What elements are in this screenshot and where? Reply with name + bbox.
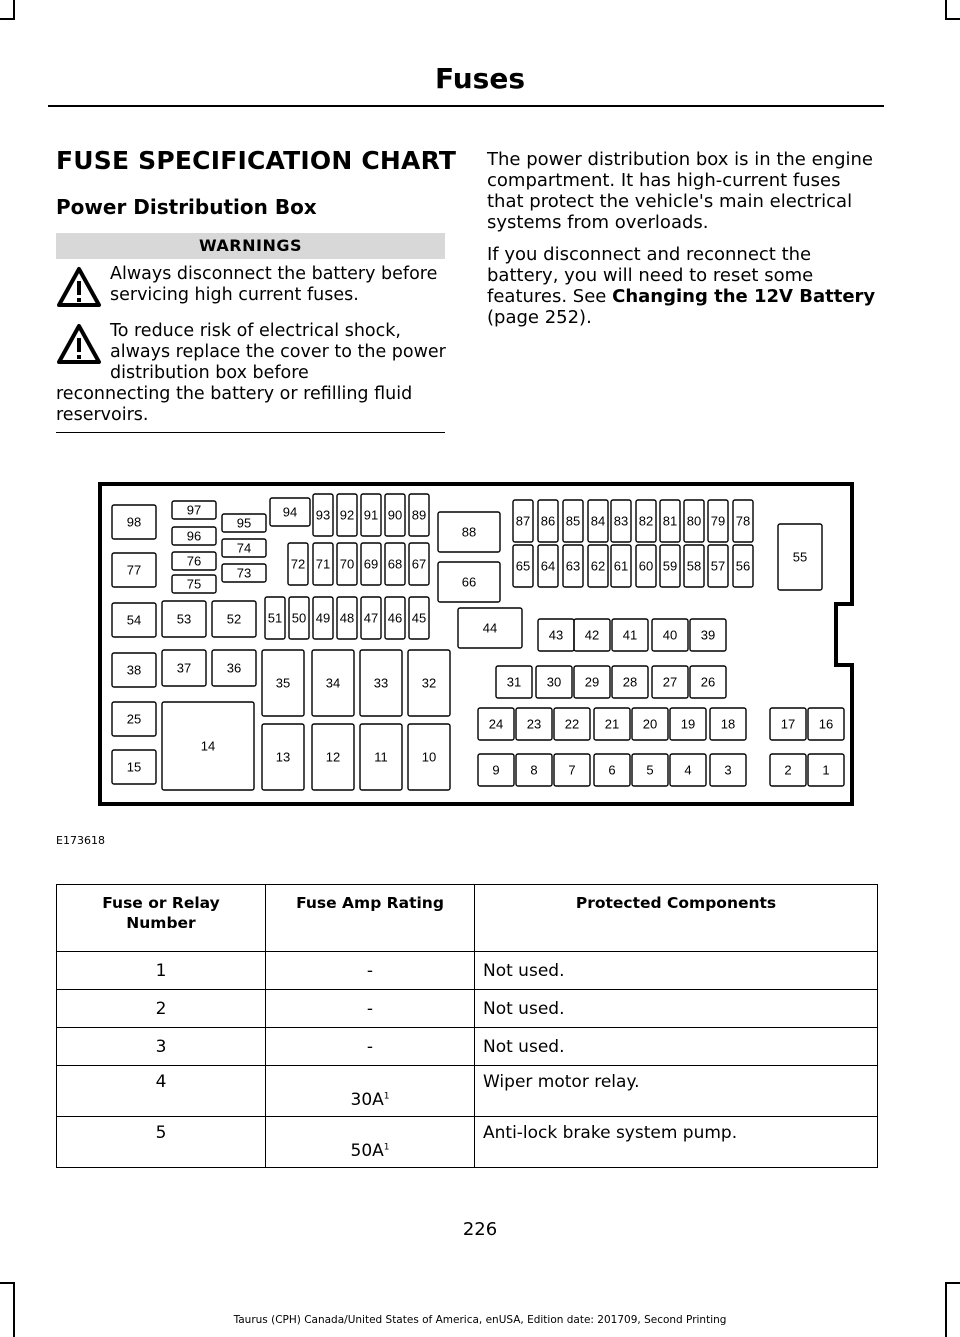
fuse-slot-label: 73 [236, 565, 252, 581]
fuse-slot-label: 4 [684, 762, 692, 778]
fuse-slot-label: 95 [236, 515, 252, 531]
fuse-slot-label: 41 [622, 627, 638, 643]
fuse-slot-label: 49 [315, 610, 331, 626]
footnote-marker: 1 [383, 1091, 390, 1102]
fuse-slot-label: 72 [290, 556, 306, 572]
fuse-component: Not used. [475, 1028, 878, 1066]
warning-triangle-icon [56, 323, 102, 365]
intro-paragraph: The power distribution box is in the engine compartment. It has high-current fuses that protect the vehicle's main electrical systems from overloads. [487, 149, 873, 233]
section-heading: FUSE SPECIFICATION CHART [56, 146, 457, 175]
fuse-slot-label: 23 [526, 716, 542, 732]
crop-mark [0, 18, 15, 20]
fuse-slot-label: 57 [710, 558, 726, 574]
fuse-slot-label: 5 [646, 762, 654, 778]
fuse-slot-label: 36 [226, 660, 242, 676]
fuse-slot-label: 20 [642, 716, 658, 732]
fuse-slot-label: 59 [662, 558, 678, 574]
fuse-slot-label: 79 [710, 513, 726, 529]
warnings-divider [56, 432, 445, 433]
fuse-slot-label: 94 [282, 504, 298, 520]
fuse-slot-label: 14 [200, 738, 216, 754]
diagram-code: E173618 [56, 834, 105, 847]
fuse-slot-label: 91 [363, 507, 379, 523]
fuse-slot-label: 24 [488, 716, 504, 732]
fuse-slot-label: 88 [461, 524, 477, 540]
fuse-component: Anti-lock brake system pump. [475, 1117, 878, 1168]
fuse-slot-label: 55 [792, 549, 808, 565]
fuse-slot-label: 56 [735, 558, 751, 574]
fuse-slot-label: 21 [604, 716, 620, 732]
fuse-slot-label: 67 [411, 556, 427, 572]
page-number: 226 [462, 1219, 498, 1240]
fuse-slot-label: 65 [515, 558, 531, 574]
fuse-slot-label: 96 [186, 528, 202, 544]
fuse-number: 5 [57, 1117, 266, 1168]
fuse-slot-label: 18 [720, 716, 736, 732]
fuse-slot-label: 16 [818, 716, 834, 732]
fuse-slot-label: 83 [613, 513, 629, 529]
fuse-slot-label: 48 [339, 610, 355, 626]
crop-mark [945, 1282, 947, 1337]
fuse-box-diagram [98, 482, 858, 807]
fuse-slot-label: 46 [387, 610, 403, 626]
fuse-slot-label: 22 [564, 716, 580, 732]
fuse-slot-label: 77 [126, 562, 142, 578]
fuse-slot-label: 62 [590, 558, 606, 574]
fuse-slot-label: 82 [638, 513, 654, 529]
title-divider [48, 105, 884, 107]
fuse-slot-label: 74 [236, 540, 252, 556]
fuse-slot-label: 38 [126, 662, 142, 678]
fuse-slot-label: 40 [662, 627, 678, 643]
fuse-slot-label: 50 [291, 610, 307, 626]
fuse-slot-label: 31 [506, 674, 522, 690]
edition-footer: Taurus (CPH) Canada/United States of America, enUSA, Edition date: 201709, Second Printing [233, 1314, 727, 1326]
fuse-slot-label: 28 [622, 674, 638, 690]
fuse-slot-label: 76 [186, 553, 202, 569]
fuse-slot-label: 52 [226, 611, 242, 627]
fuse-slot-label: 9 [492, 762, 500, 778]
fuse-slot-label: 86 [540, 513, 556, 529]
fuse-slot-label: 54 [126, 612, 142, 628]
fuse-slot-label: 10 [421, 749, 437, 765]
fuse-slot-label: 68 [387, 556, 403, 572]
crop-mark [13, 0, 15, 20]
fuse-rating: $30A^1$ [266, 1066, 475, 1117]
footnote-marker: 1 [383, 1142, 390, 1153]
fuse-slot-label: 32 [421, 675, 437, 691]
warning-text-1: Always disconnect the battery before servicing high current fuses. [110, 264, 438, 305]
fuse-slot-label: 33 [373, 675, 389, 691]
table-header-row [57, 885, 878, 952]
fuse-number: 2 [57, 990, 266, 1028]
fuse-slot-label: 97 [186, 502, 202, 518]
fuse-slot-label: 43 [548, 627, 564, 643]
fuse-slot-label: 42 [584, 627, 600, 643]
fuse-slot-label: 11 [374, 749, 388, 765]
fuse-slot-label: 3 [724, 762, 732, 778]
fuse-slot-label: 81 [662, 513, 678, 529]
fuse-slot-label: 98 [126, 514, 142, 530]
battery-paragraph: If you disconnect and reconnect the battery, you will need to reset some features. See Changing the 12V Battery (page 252). [487, 244, 876, 328]
fuse-slot-label: 51 [267, 610, 283, 626]
section-subheading: Power Distribution Box [56, 195, 317, 219]
fuse-slot-label: 71 [315, 556, 331, 572]
crop-mark [945, 1282, 960, 1284]
warning-text-2-continued: reconnecting the battery or refilling fluid reservoirs. [56, 384, 413, 425]
fuse-slot-label: 30 [546, 674, 562, 690]
page-title: Fuses [435, 62, 525, 95]
fuse-slot-label: 1 [822, 762, 830, 778]
fuse-slot-label: 12 [325, 749, 341, 765]
fuse-slot-label: 92 [339, 507, 355, 523]
fuse-number: 1 [57, 952, 266, 990]
fuse-slot-label: 45 [411, 610, 427, 626]
fuse-rating: $50A^1$ [266, 1117, 475, 1168]
fuse-rating: - [266, 1028, 475, 1066]
warnings-banner: WARNINGS [56, 233, 445, 259]
fuse-slot-label: 93 [315, 507, 331, 523]
fuse-slot-label: 7 [568, 762, 576, 778]
fuse-slot-label: 60 [638, 558, 654, 574]
fuse-slot-label: 66 [461, 574, 477, 590]
fuse-slot-label: 58 [686, 558, 702, 574]
fuse-slot-label: 2 [784, 762, 792, 778]
crop-mark [13, 1282, 15, 1337]
fuse-slot-label: 17 [780, 716, 796, 732]
fuse-component: Not used. [475, 990, 878, 1028]
fuse-number: 4 [57, 1066, 266, 1117]
fuse-number: 3 [57, 1028, 266, 1066]
fuse-slot-label: 44 [482, 620, 498, 636]
fuse-slot-label: 15 [126, 759, 142, 775]
table-row [57, 952, 878, 990]
table-row [57, 1028, 878, 1066]
fuse-slot-label: 87 [515, 513, 531, 529]
fuse-slot-label: 85 [565, 513, 581, 529]
crop-mark [0, 1282, 15, 1284]
fuse-slot-label: 89 [411, 507, 427, 523]
cross-reference-link[interactable]: Changing the 12V Battery [612, 286, 876, 307]
table-row [57, 1117, 878, 1168]
column-header-rating: Fuse Amp Rating [266, 885, 475, 952]
fuse-rating: - [266, 952, 475, 990]
fuse-slot-label: 19 [680, 716, 696, 732]
fuse-slot-label: 70 [339, 556, 355, 572]
fuse-rating: - [266, 990, 475, 1028]
column-header-components: Protected Components [475, 885, 878, 952]
fuse-slot-label: 63 [565, 558, 581, 574]
warning-text-2: To reduce risk of electrical shock, always replace the cover to the power distribution box before [110, 321, 446, 383]
fuse-component: Not used. [475, 952, 878, 990]
fuse-slot-label: 47 [363, 610, 379, 626]
table-row [57, 990, 878, 1028]
warning-triangle-icon [56, 266, 102, 308]
fuse-slot-label: 34 [325, 675, 341, 691]
fuse-slot-label: 26 [700, 674, 716, 690]
fuse-component: Wiper motor relay. [475, 1066, 878, 1117]
column-header-number: Fuse or Relay Number [57, 885, 266, 952]
fuse-slot-label: 78 [735, 513, 751, 529]
fuse-slot-label: 90 [387, 507, 403, 523]
table-row [57, 1066, 878, 1117]
fuse-slot-label: 80 [686, 513, 702, 529]
fuse-slot-label: 37 [176, 660, 192, 676]
fuse-slot-label: 13 [275, 749, 291, 765]
fuse-slot-label: 35 [275, 675, 291, 691]
fuse-slot-label: 8 [530, 762, 538, 778]
fuse-slot-label: 27 [662, 674, 678, 690]
fuse-slot-label: 61 [613, 558, 629, 574]
fuse-slot-label: 64 [540, 558, 556, 574]
fuse-slot-label: 75 [186, 576, 202, 592]
fuse-slot-label: 6 [608, 762, 616, 778]
fuse-slot-label: 29 [584, 674, 600, 690]
crop-mark [945, 18, 960, 20]
crop-mark [945, 0, 947, 20]
fuse-slot-label: 25 [126, 711, 142, 727]
fuse-slot-label: 69 [363, 556, 379, 572]
fuse-table [56, 884, 878, 1168]
fuse-slot-label: 53 [176, 611, 192, 627]
fuse-slot-label: 84 [590, 513, 606, 529]
fuse-slot-label: 39 [700, 627, 716, 643]
